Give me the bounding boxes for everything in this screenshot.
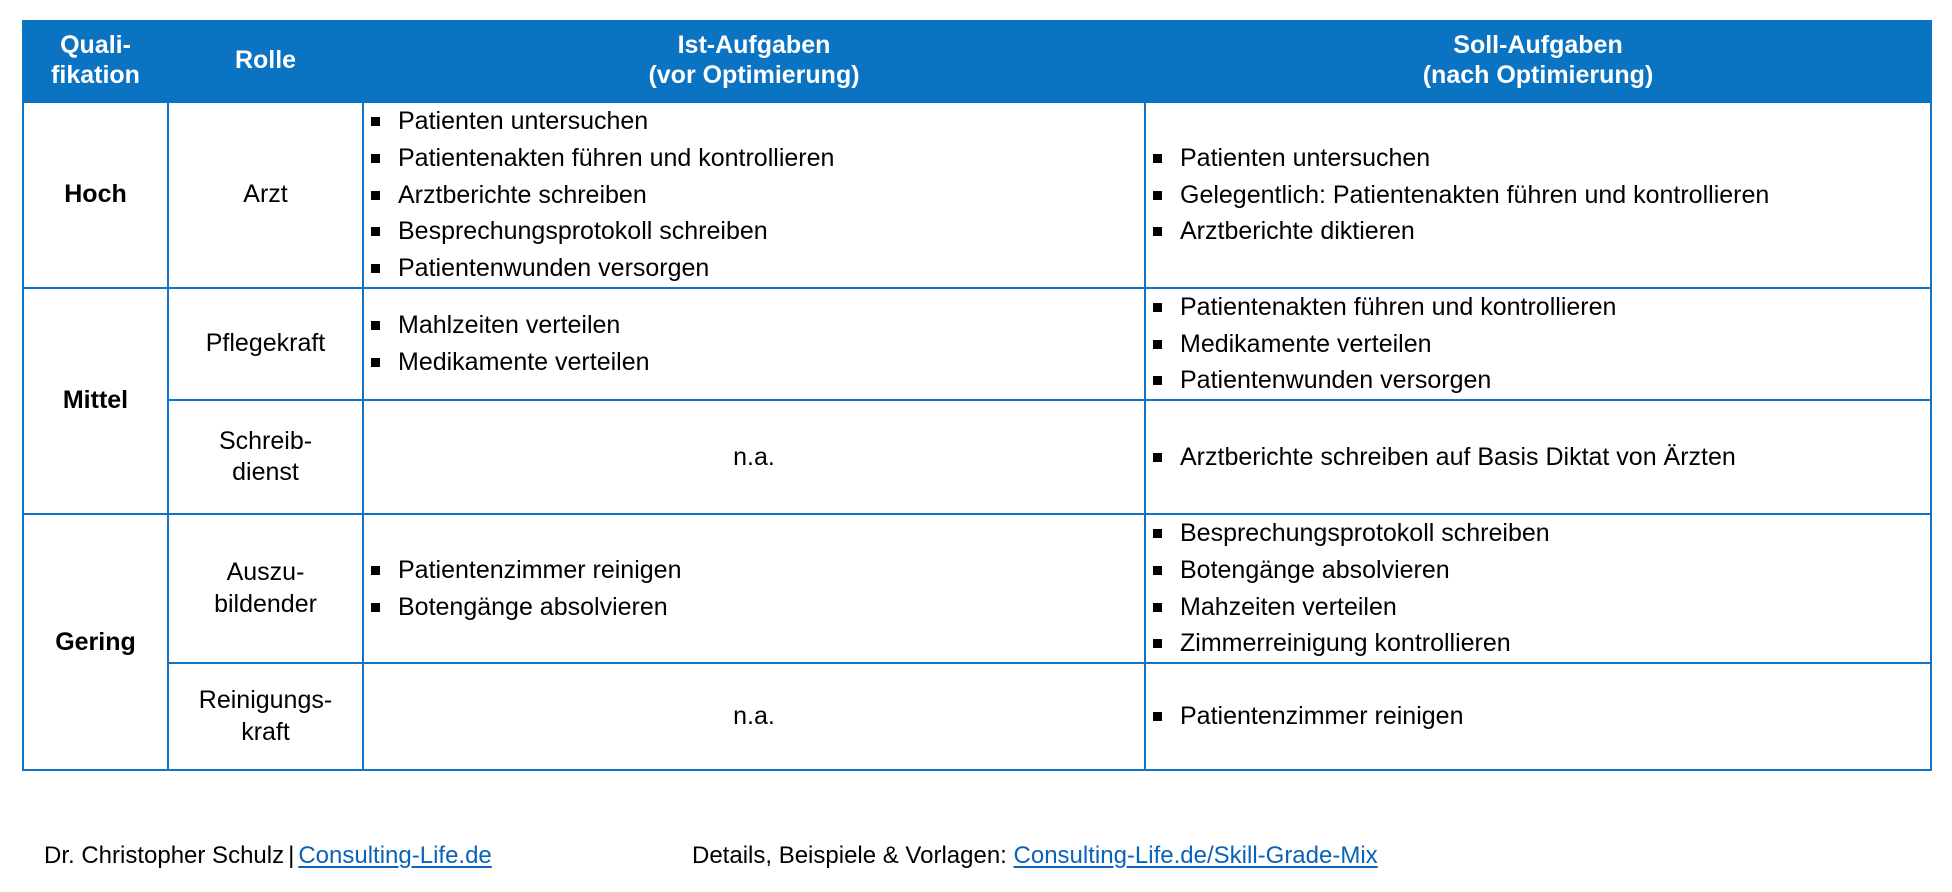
square-bullet-icon [1153, 453, 1162, 462]
square-bullet-icon [371, 321, 380, 330]
task-label: Besprechungsprotokoll schreiben [1180, 519, 1550, 547]
column-header-qualification [23, 21, 168, 102]
square-bullet-icon [371, 264, 380, 273]
task-item [1146, 552, 1930, 589]
footer-author-block [44, 842, 492, 870]
column-header-ist-line2: (vor Optimierung) [648, 60, 860, 89]
table-row [23, 102, 1931, 288]
square-bullet-icon [1153, 191, 1162, 200]
square-bullet-icon [1153, 340, 1162, 349]
task-label: Patientenwunden versorgen [1180, 366, 1492, 395]
task-label: Patientenakten führen und kontrollieren [398, 143, 835, 172]
footer-author-link[interactable]: Consulting-Life.de [298, 842, 492, 869]
footer [0, 838, 1952, 892]
role-cell [168, 663, 363, 770]
task-label: Patientenzimmer reinigen [398, 555, 682, 584]
task-label: Arztberichte schreiben auf Basis Diktat von Ärzten [1180, 442, 1736, 471]
qualification-cell [23, 102, 168, 288]
task-list [364, 103, 1144, 287]
footer-details-block [692, 842, 1378, 870]
role-label-line1: Schreib- [218, 426, 313, 455]
column-header-role-line1: Rolle [234, 45, 297, 74]
task-item [1146, 439, 1930, 476]
task-label: Patienten untersuchen [1180, 143, 1431, 172]
footer-author-name: Dr. Christopher Schulz [44, 842, 285, 869]
table-row [23, 400, 1931, 514]
role-cell [168, 400, 363, 514]
task-item [364, 552, 1144, 589]
role-cell [168, 514, 363, 663]
task-item [364, 307, 1144, 344]
footer-separator: | [288, 842, 295, 869]
task-list [1146, 140, 1930, 250]
ist-aufgaben-cell [363, 400, 1145, 514]
square-bullet-icon [371, 227, 380, 236]
soll-aufgaben-cell [1145, 514, 1931, 663]
task-item [364, 103, 1144, 140]
role-label-line1: Arzt [243, 180, 288, 209]
not-available-label: n.a. [733, 702, 775, 730]
column-header-ist-line1: Ist-Aufgaben [677, 31, 831, 59]
task-item [1146, 515, 1930, 552]
task-item [364, 213, 1144, 250]
qualification-label: Mittel [62, 386, 129, 415]
task-label: Patientenzimmer reinigen [1180, 702, 1464, 731]
task-list [1146, 439, 1930, 476]
table-row [23, 288, 1931, 400]
role-label-line1: Pflegekraft [205, 329, 326, 358]
task-item [1146, 140, 1930, 177]
skill-grade-mix-table [22, 20, 1932, 771]
task-item [364, 177, 1144, 214]
column-header-qualification-line2: fikation [51, 60, 140, 89]
task-label: Mahzeiten verteilen [1180, 592, 1397, 621]
square-bullet-icon [371, 117, 380, 126]
role-label-line2: dienst [232, 458, 299, 486]
square-bullet-icon [1153, 376, 1162, 385]
ist-aufgaben-cell [363, 288, 1145, 400]
not-available-label: n.a. [733, 442, 775, 471]
task-label: Medikamente verteilen [398, 347, 650, 376]
ist-aufgaben-cell [363, 102, 1145, 288]
table-header [23, 21, 1931, 102]
qualification-label: Hoch [64, 180, 127, 209]
role-label-line2: bildender [214, 589, 317, 618]
soll-aufgaben-cell [1145, 102, 1931, 288]
task-label: Gelegentlich: Patientenakten führen und kontrollieren [1180, 180, 1770, 209]
soll-aufgaben-cell [1145, 663, 1931, 770]
square-bullet-icon [1153, 603, 1162, 612]
task-label: Patientenwunden versorgen [398, 254, 710, 282]
task-label: Patienten untersuchen [398, 107, 649, 135]
ist-aufgaben-cell [363, 514, 1145, 663]
square-bullet-icon [371, 191, 380, 200]
square-bullet-icon [1153, 529, 1162, 538]
square-bullet-icon [371, 566, 380, 575]
task-item [364, 589, 1144, 626]
task-list [1146, 515, 1930, 662]
task-item [1146, 362, 1930, 399]
task-item [1146, 289, 1930, 326]
table-row [23, 663, 1931, 770]
soll-aufgaben-cell [1145, 400, 1931, 514]
qualification-cell [23, 514, 168, 770]
role-cell [168, 288, 363, 400]
task-list [1146, 698, 1930, 735]
square-bullet-icon [371, 603, 380, 612]
task-label: Botengänge absolvieren [398, 592, 668, 621]
column-header-soll-aufgaben [1145, 21, 1931, 102]
task-item [1146, 698, 1930, 735]
column-header-role [168, 21, 363, 102]
column-header-ist-aufgaben [363, 21, 1145, 102]
column-header-soll-line1: Soll-Aufgaben [1453, 31, 1623, 59]
task-label: Arztberichte schreiben [398, 180, 647, 209]
square-bullet-icon [371, 358, 380, 367]
square-bullet-icon [1153, 566, 1162, 575]
role-label-line1: Auszu- [226, 558, 305, 587]
square-bullet-icon [1153, 712, 1162, 721]
footer-details-label: Details, Beispiele & Vorlagen: [692, 842, 1007, 869]
task-list [364, 307, 1144, 381]
task-list [364, 552, 1144, 626]
task-item [364, 250, 1144, 287]
task-item [1146, 213, 1930, 250]
qualification-cell [23, 288, 168, 514]
square-bullet-icon [371, 154, 380, 163]
task-label: Botengänge absolvieren [1180, 555, 1450, 584]
task-label: Arztberichte diktieren [1180, 217, 1415, 246]
square-bullet-icon [1153, 639, 1162, 648]
task-label: Besprechungsprotokoll schreiben [398, 217, 768, 246]
task-label: Mahlzeiten verteilen [398, 311, 621, 340]
ist-aufgaben-cell [363, 663, 1145, 770]
skill-grade-mix-table-container [22, 20, 1930, 771]
task-item [1146, 589, 1930, 626]
task-label: Medikamente verteilen [1180, 329, 1432, 358]
table-body [23, 102, 1931, 770]
task-item [364, 140, 1144, 177]
qualification-label: Gering [55, 627, 136, 656]
role-label-line2: kraft [241, 717, 290, 746]
square-bullet-icon [1153, 303, 1162, 312]
task-item [1146, 177, 1930, 214]
square-bullet-icon [1153, 227, 1162, 236]
task-item [1146, 326, 1930, 363]
table-header-row [23, 21, 1931, 102]
footer-details-link[interactable]: Consulting-Life.de/Skill-Grade-Mix [1013, 842, 1378, 869]
role-label-line1: Reinigungs- [198, 686, 333, 715]
column-header-soll-line2: (nach Optimierung) [1422, 60, 1654, 89]
task-label: Zimmerreinigung kontrollieren [1180, 629, 1511, 658]
task-label: Patientenakten führen und kontrollieren [1180, 292, 1617, 321]
square-bullet-icon [1153, 154, 1162, 163]
column-header-qualification-line1: Quali- [60, 31, 131, 59]
task-item [364, 344, 1144, 381]
soll-aufgaben-cell [1145, 288, 1931, 400]
table-row [23, 514, 1931, 663]
task-list [1146, 289, 1930, 399]
role-cell [168, 102, 363, 288]
task-item [1146, 625, 1930, 662]
